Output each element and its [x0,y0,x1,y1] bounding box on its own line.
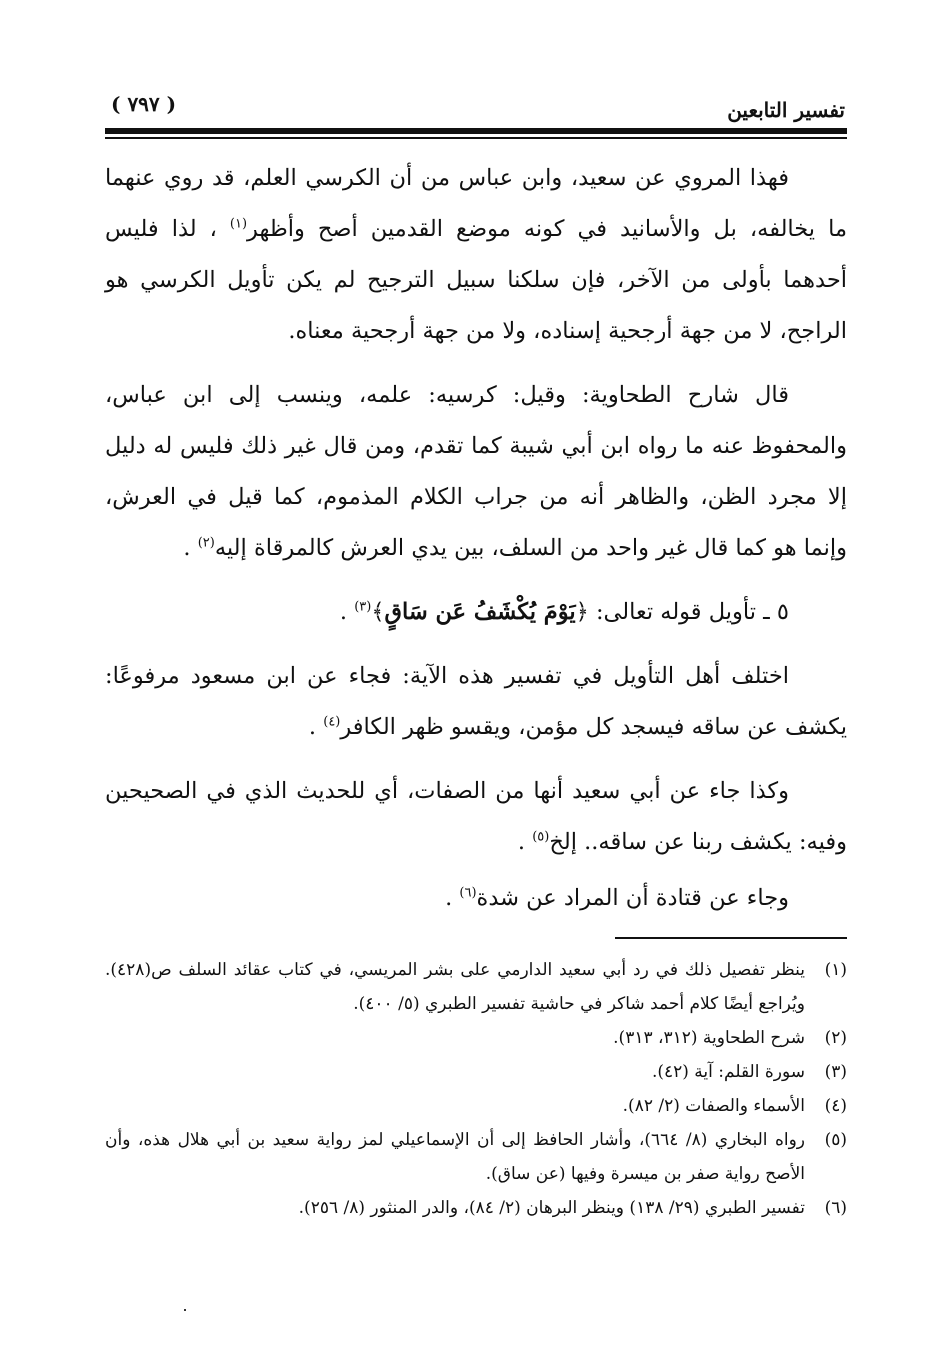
paragraph-5-text: وكذا جاء عن أبي سعيد أنها من الصفات، أي للحديث الذي في الصحيحين وفيه: يكشف ربنا عن ساقه.. إلخ [105,778,847,855]
paragraph-1 [105,153,847,357]
footnote-ref-2[interactable]: (٢) [197,535,215,551]
quran-verse [371,599,588,625]
footnote-number: (٣) [824,1062,847,1082]
running-title: تفسير التابعين [727,98,845,122]
heading-lead: ٥ ـ تأويل قوله تعالى: [595,599,789,625]
footnote-ref-5[interactable]: (٥) [532,829,550,845]
page-header [105,88,847,128]
footnote-number: (٦) [824,1198,847,1218]
paragraph-5 [105,766,847,868]
paragraph-2-text: قال شارح الطحاوية: وقيل: كرسيه: علمه، وينسب إلى ابن عباس، والمحفوظ عنه ما رواه ابن أبي شيبة كما تقدم، ومن قال غير ذلك فليس له دليل إلا مجرد الظن، والظاهر أنه من جراب الكلام المذموم، كما قيل في العرش، وإنما هو كما قال غير واحد من السلف، بين يدي العرش كالمرقاة إليه [105,382,847,561]
footnote-number: (٥) [824,1130,847,1150]
book-page [105,88,847,1225]
footnote-ref-1[interactable]: (١) [229,216,248,232]
paragraph-5-tail: . [517,829,526,855]
footnote-text: شرح الطحاوية (٣١٢، ٣١٣). [613,1028,805,1048]
footnote-ref-4[interactable]: (٤) [323,714,341,730]
footnotes [105,953,847,1225]
footnote-ref-6[interactable]: (٦) [459,885,477,901]
footnote-6 [105,1191,847,1225]
footnote-separator [615,937,847,939]
paragraph-6-text: وجاء عن قتادة أن المراد عن شدة [476,885,789,911]
paragraph-3-heading [105,587,847,638]
footnote-1 [105,953,847,1021]
footnote-number: (١) [824,960,847,980]
paragraph-6-tail: . [445,885,453,911]
paragraph-1-tail: ، لذا فليس أحدهما بأولى من الآخر، فإن سلكنا سبيل الترجيح لم يكن تأويل الكرسي هو الراجح، لا من جهة أرجحية إسناده، ولا من جهة أرجحية معناه. [105,216,847,344]
paragraph-2 [105,370,847,574]
quran-open-brace: ﴿ [575,599,589,625]
footnote-3 [105,1055,847,1089]
footnote-number: (٤) [824,1096,847,1116]
footnote-5 [105,1123,847,1191]
page-number: ( ٧٩٧ ) [111,92,177,116]
footnote-number: (٢) [824,1028,847,1048]
footnote-text: سورة القلم: آية (٤٢). [651,1062,805,1082]
paragraph-4-text: اختلف أهل التأويل في تفسير هذه الآية: فجاء عن ابن مسعود مرفوعًا: يكشف عن ساقه فيسجد كل مؤمن، ويقسو ظهر الكافر [105,663,847,740]
footnote-text: تفسير الطبري (٢٩/ ١٣٨) وينظر البرهان (٢/ ٨٤)، والدر المنثور (٨/ ٢٥٦). [298,1198,805,1218]
quran-close-brace: ﴾ [371,599,385,625]
paragraph-4-tail: . [308,714,317,740]
main-text [105,153,847,924]
paragraph-2-tail: . [183,535,191,561]
footnote-ref-3[interactable]: (٣) [354,599,372,615]
header-rule-thin [105,137,847,139]
paragraph-3-tail: . [339,599,348,625]
header-rule-thick [105,128,847,134]
footnote-2 [105,1021,847,1055]
footnote-4 [105,1089,847,1123]
paragraph-4 [105,651,847,753]
paragraph-6 [105,873,847,924]
footnote-text: ينظر تفصيل ذلك في رد أبي سعيد الدارمي على بشر المريسي، في كتاب عقائد السلف ص(٤٢٨). ويُراجع أيضًا كلام أحمد شاكر في حاشية تفسير الطبري (٥/ ٤٠٠). [105,960,805,1014]
footnote-text: رواه البخاري (٨/ ٦٦٤)، وأشار الحافظ إلى أن الإسماعيلي لمز رواية سعيد بن أبي هلال هذه، وأن الأصح رواية صفر بن ميسرة وفيها (عن ساق). [105,1130,805,1184]
footnote-text: الأسماء والصفات (٢/ ٨٢). [622,1096,805,1116]
paragraph-1-text: فهذا المروي عن سعيد، وابن عباس من أن الكرسي العلم، قد روي عنهما ما يخالفه، بل والأسانيد في كونه موضع القدمين أصح وأظهر [105,165,847,242]
quran-verse-text: يَوْمَ يُكْشَفُ عَن سَاقٍ [384,599,576,625]
scan-speck [184,1309,186,1311]
